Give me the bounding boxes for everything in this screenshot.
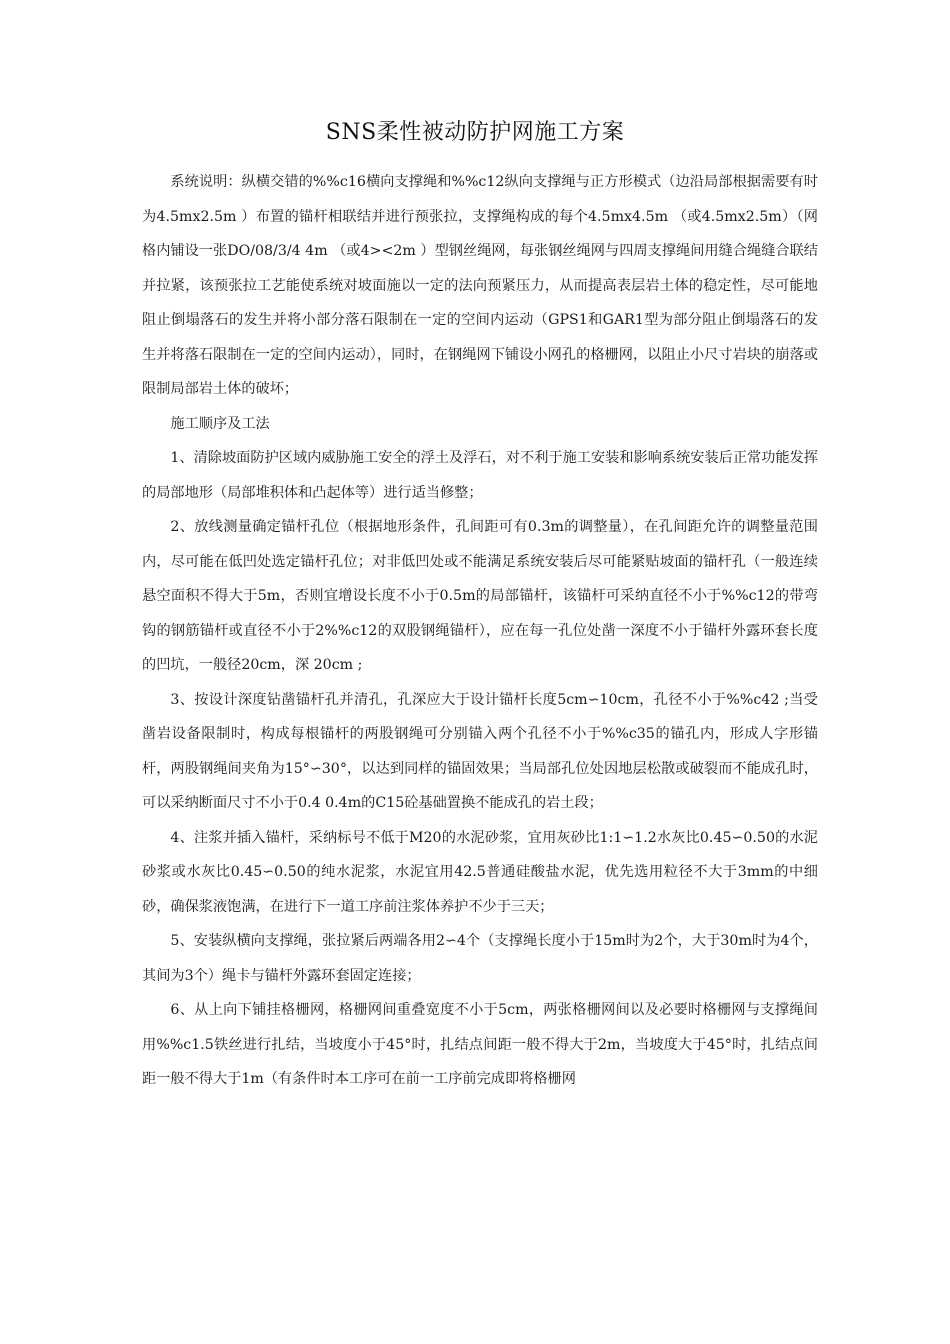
paragraph-step-4: 4、注浆并插入锚杆，采纳标号不低于M20的水泥砂浆，宜用灰砂比1:1∽1.2水灰比0.45∽0.50的水泥砂浆或水灰比0.45∽0.50的纯水泥浆，水泥宜用42.5普通硅酸盐水泥，优先选用粒径不大于3mm的中细砂，确保浆液饱满，在进行下一道工序前注浆体养护不少于三天； — [142, 829, 818, 915]
paragraph-system-description: 系统说明：纵横交错的%%c16横向支撑绳和%%c12纵向支撑绳与正方形模式（边沿局部根据需要有时为4.5mx2.5m ）布置的锚杆相联结并进行预张拉，支撑绳构成的每个4.5mx4.5m （或4.5mx2.5m）（网格内铺设一张DO/08/3/4 4m （或4><2m ）型钢丝绳网，每张钢丝绳网与四周支撑绳间用缝合绳缝合联结并拉紧，该预张拉工艺能使系统对坡面施以一定的法向预紧压力，从而提高表层岩土体的稳定性，尽可能地阻止倒塌落石的发生并将小部分落石限制在一定的空间内运动（GPS1和GAR1型为部分阻止倒塌落石的发生并将落石限制在一定的空间内运动），同时，在钢绳网下铺设小网孔的格栅网，以阻止小尺寸岩块的崩落或限制局部岩土体的破坏； — [142, 174, 818, 397]
paragraph-step-5: 5、安装纵横向支撑绳，张拉紧后两端各用2∽4个（支撑绳长度小于15m时为2个，大于30m时为4个，其间为3个）绳卡与锚杆外露环套固定连接； — [142, 933, 818, 984]
paragraph-step-1: 1、清除坡面防护区域内威胁施工安全的浮土及浮石，对不利于施工安装和影响系统安装后正常功能发挥的局部地形（局部堆积体和凸起体等）进行适当修整； — [142, 450, 818, 501]
section-heading-construction-sequence: 施工顺序及工法 — [170, 415, 270, 432]
document-body — [142, 165, 818, 1097]
paragraph-step-6: 6、从上向下铺挂格栅网，格栅网间重叠宽度不小于5cm，两张格栅网间以及必要时格栅网与支撑绳间用%%c1.5铁丝进行扎结，当坡度小于45°时，扎结点间距一般不得大于2m，当坡度大于45°时，扎结点间距一般不得大于1m（有条件时本工序可在前一工序前完成即将格栅网 — [142, 1002, 818, 1087]
paragraph-step-2: 2、放线测量确定锚杆孔位（根据地形条件，孔间距可有0.3m的调整量），在孔间距允许的调整量范围内，尽可能在低凹处选定锚杆孔位；对非低凹处或不能满足系统安装后尽可能紧贴坡面的锚杆孔（一般连续悬空面积不得大于5m，否则宜增设长度不小于0.5m的局部锚杆，该锚杆可采纳直径不小于%%c12的带弯钩的钢筋锚杆或直径不小于2%%c12的双股钢绳锚杆），应在每一孔位处凿一深度不小于锚杆外露环套长度的凹坑，一般径20cm，深 20cm ; — [142, 519, 818, 673]
page-title: SNS柔性被动防护网施工方案 — [325, 120, 625, 145]
paragraph-step-3: 3、按设计深度钻凿锚杆孔并清孔，孔深应大于设计锚杆长度5cm∽10cm，孔径不小于%%c42 ;当受凿岩设备限制时，构成每根锚杆的两股钢绳可分别锚入两个孔径不小于%%c35的锚孔内，形成人字形锚杆，两股钢绳间夹角为15°∽30°，以达到同样的锚固效果；当局部孔位处因地层松散或破裂而不能成孔时，可以采纳断面尺寸不小于0.4 0.4m的C15砼基础置换不能成孔的岩土段； — [142, 691, 818, 811]
